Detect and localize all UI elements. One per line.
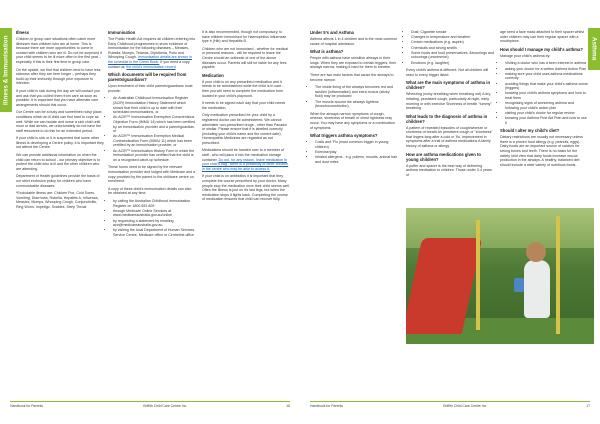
photo-inhaler xyxy=(514,278,524,292)
photo-child xyxy=(524,260,550,318)
list-item: • The muscle around the airways tightens (bronchoconstriction). xyxy=(315,100,398,109)
paragraph: These forms need to be signed by the relevant immunisation provider and lodged with Medicare and a copy provided by the parent to the childcare centre on enrolment. xyxy=(108,165,196,184)
paragraph: If your child is on antibiotics it is important that they complete the course prescribed by your doctor. Many people stop the medication once their child seems well. Often the illness is just on it's last legs, but when the medication stops it fights back. Completing the course of medication ensures that child can recover fully. xyxy=(202,174,290,202)
list-item: • An ACIR™ Immunisation Exemption Medical Contraindication Form (IMMU 11) which has been certified by an immunisation provider, or xyxy=(113,134,196,148)
paragraph: Upon enrolment of their child parents/guardians must provide: xyxy=(108,84,193,93)
list-item: • Dust; Cigarette smoke xyxy=(411,30,494,35)
list-item: • Emotions (e.g. laughter) xyxy=(411,61,494,66)
list-item: • Certain medications (e.g. aspirin) xyxy=(411,40,494,45)
left-column-2 xyxy=(108,30,196,241)
left-column-1 xyxy=(16,30,104,213)
paragraph: Children who are not immunised - whether for medical or personal reasons - will be required to leave the Centre should an outbreak of one of the above diseases occur. Parents will still be liable for any fees payable. xyxy=(202,46,289,70)
heading-under-5-asthma: Under 5's and Asthma xyxy=(310,30,354,35)
list-item: • recognising signs of worsening asthma and following your child's action plan xyxy=(505,101,588,110)
paragraph: When the airways narrow, symptoms of cough, wheeze, shortness of breath or chest tightness may occur. You may have any symptoms or a combination of symptoms. xyxy=(310,111,395,130)
page-footer xyxy=(310,401,590,408)
footer-title: Handbook for Parents xyxy=(310,404,343,408)
heading-documents: Which documents will be required from parents/guardians? xyxy=(108,72,187,83)
paragraph: Department of Health guidelines provide the basis of our strict exclusion policy for children who have communicable diseases. xyxy=(16,174,100,188)
section-tab-illness-immunisation: Illness & Immunisation xyxy=(0,28,12,112)
paragraph-text: If you need a copy contact us. xyxy=(108,59,190,69)
paragraph: If your child is sick during the day we will contact you and ask that you collect them from care as soon as possible. It is important that you have alternate care arrangements should this occur. xyxy=(16,88,100,107)
list-item: • Visiting a doctor who has a keen interest in asthma xyxy=(505,61,588,66)
documents-list xyxy=(108,96,196,162)
list-item: • Changes in temperature and weather xyxy=(411,35,494,40)
paragraph: Wheezing (noisy breathing when breathing out) A dry, irritating, persistent cough, particularly at night, early morning or with exercise Shortness of breath "tummy" breathing xyxy=(406,92,492,111)
causes-list xyxy=(310,85,398,109)
paragraph: On the upside, we find that children tend to have less sickness after they are here longer – perhaps they build up their immunity through prior exposure to infection. xyxy=(16,67,101,86)
paragraph: Children in group care situations often catch more illnesses than children who are at home. This is because there are more opportunities to come in contact with children who are ill. Do not be surprised if your child seems to be ill more often in the first year – especially if this is their first time in group care. xyxy=(16,37,102,64)
triggers-list xyxy=(310,140,398,164)
paragraph xyxy=(108,37,196,69)
paragraph: If your child is sick or it is suspected that some other illness is developing a Centre policy, it is important they not attend the Centre. xyxy=(16,136,104,150)
child-playground-photo xyxy=(406,208,594,344)
list-item: • by requesting a statement by emailing acir@medicareaustralia.gov.au xyxy=(113,219,196,228)
list-item: • through Medicare Online Services at www.medicareaustralia.gov.au/online xyxy=(113,209,196,218)
list-item: • making sure your child uses asthma medications correctly xyxy=(505,72,588,81)
list-item: • Chemicals and strong smells xyxy=(411,46,494,51)
obtain-details-list xyxy=(108,199,196,238)
footer-org: Griffith Child Care Centre Inc xyxy=(442,404,487,408)
list-item: • knowing your child's asthma symptoms and how to treat them xyxy=(505,91,588,100)
section-tab-asthma: Asthma xyxy=(588,28,600,70)
paragraph: People with asthma have sensitive airways in their lungs. When they are exposed to certain triggers, their airways narrow, making it hard for them to breathe. xyxy=(310,56,397,70)
manage-list xyxy=(500,61,588,125)
heading-symptoms: What are the main symptoms of asthma in children? xyxy=(406,80,490,91)
paragraph: It needs to be signed each day that your child needs the medication. xyxy=(202,101,286,110)
paragraph-text: The Public Health Act requires all children entering into Early Childhood programmes to show evidence of Immunisation for the following diseases – Measles, Rubella, Mumps, Tetanus, Diphtheria, Polio and Whooping Cough. xyxy=(108,37,196,60)
paragraph: A pattern of repeated episodes of cough/wheeze or shortness of breath An persistent cough or "shortness" that lingers long after a cold or 'flu. Improvement in symptoms after a trial of asthma medications A family history of asthma or allergy xyxy=(406,125,493,149)
left-column-3 xyxy=(202,30,290,205)
list-item: • An ACIR™ Immunisation History Form in which the immunisation provider has certified that the child is on a recognised catch-up schedule. xyxy=(113,149,196,163)
right-column-2 xyxy=(406,30,494,180)
right-column-3 xyxy=(500,30,588,170)
paragraph: Every child's asthma is different. Not all children will react to every trigger listed. xyxy=(406,68,489,77)
list-item: • Some foods and food preservatives, flavourings and colourings (uncommon) xyxy=(411,51,494,60)
photo-child-head xyxy=(526,242,546,262)
page-number: 16 xyxy=(286,404,290,408)
paragraph: A puffer and spacer is the best way of delivering asthma medication to children. Those under 3-4 years of xyxy=(406,163,492,177)
immunisation-link[interactable]: Immunisation details are shown in the schedule in the Green Book. xyxy=(108,55,192,64)
list-item: • The inside lining of the airways becomes red and swollen (inflammation) and extra mucus (sticky fluid) may be produced xyxy=(315,85,398,99)
paragraph: age need a face mask attached to their spacer whilst older children may use their regular spacer with a mouthpiece. xyxy=(500,30,584,44)
paragraph: Dietary restrictions are usually not necessary unless there is a proven food allergy (e.g. peanuts, eggs). Dairy foods are an important source of calcium for strong bones and teeth. There is no basis for the widely held view that dairy foods increase mucus production in the airways. A healthy, balanced diet should include a wide variety of nutritious foods. xyxy=(500,135,583,167)
list-item: • by calling the Australian Childhood Immunisation Register on 1800 653 809 xyxy=(113,199,196,208)
heading-immunisation: Immunisation xyxy=(108,30,136,35)
paragraph: Asthma affects 1 in 4 children and is the most common cause of hospital admission. xyxy=(310,37,398,46)
heading-manage-asthma: How should I manage my child's asthma? xyxy=(500,46,583,52)
page-footer xyxy=(10,401,290,408)
list-item: • An ACIR™ Immunisation Exemption Conscientious Objection Form (IMMU 14) which has been certified by an immunisation provider and a parent/guardian, or xyxy=(113,115,196,133)
paragraph xyxy=(202,148,290,171)
heading-what-is-asthma: What is asthma? xyxy=(310,49,344,55)
paragraph-text: Medications should be handed over to a member of staff - who will place it into the medication storage container. xyxy=(202,148,284,162)
list-item: • An Australian Childhood Immunisation Register (ACIR) Immunisation History Statement which shows that their child is up to date with their scheduled immunisations, or xyxy=(113,96,196,114)
page-number: 17 xyxy=(586,404,590,408)
paragraph: Our Centre can be a busy and sometimes noisy place, conditions which an ill child can find hard to cope as well. While we can isolate and nurse a sick child until mum or dad arrives, we unfortunately do not have the staff resources to do this for an extended period. xyxy=(16,110,103,133)
list-item: • by visiting the local Department of Human Services Service Centre, Medicare office or Centrelink office xyxy=(113,228,196,237)
heading-diet: Should I alter my child's diet? xyxy=(500,128,560,134)
paragraph: There are two main factors that cause the airways to become narrow: xyxy=(310,72,394,82)
immunisation-record-link[interactable]: the child's immunisation record xyxy=(126,64,176,69)
footer-title: Handbook for Parents xyxy=(10,404,43,408)
heading-illness: Illness xyxy=(16,30,30,35)
heading-medications: How are asthma medications given to young children? xyxy=(406,151,481,162)
photo-frame-post xyxy=(476,220,480,330)
paragraph: It is also recommended, though not compulsory, to have children immunised for Haemophilus influenzae type b (Hib) and Hepatitis B. xyxy=(202,30,287,44)
paragraph: A copy of these child's immunisation details can also be obtained at any time: xyxy=(108,186,192,196)
paragraph: *Excludable illness are: Chicken Pox, Cold Sores, Vomiting, Diarrhoea, Rubella, Hepatitis A, Influenza, Measles, Mumps, Whooping Cough, Conjunctivitis, Ring Worm, Impetigo, Scabies, Strep Throat xyxy=(16,191,99,209)
list-item: • Colds and 'Flu (most common trigger in young children) xyxy=(315,140,398,149)
paragraph: Manage your child's asthma by: xyxy=(500,53,551,58)
right-column-1 xyxy=(310,30,398,167)
photo-frame-post xyxy=(556,216,560,334)
list-item: • Inhaled allergens - e.g. pollens, moulds, animal hair and dust mites xyxy=(315,155,398,164)
right-page xyxy=(300,0,600,424)
heading-medication: Medication xyxy=(202,72,224,78)
paragraph: Only medication prescribed for your child by a registered doctor can be administered. We cannot administer non-prescribed drugs - other than Panadol or similar. Please ensure that it is labelled correctly (including your child's name and the current date). Homeopathic Medicines are regarded as not prescribed. xyxy=(202,113,288,145)
medication-warning-link[interactable]: Do not, for any reason, leave medication in your child's bag - there is a possibility of other children in the centre who may be able to access it. xyxy=(202,157,289,171)
footer-org: Griffith Child Care Centre Inc xyxy=(142,404,187,408)
list-item: • visiting your child's doctor for regular review xyxy=(505,111,588,116)
heading-diagnosis: What leads to the diagnosis of asthma in children? xyxy=(406,113,488,124)
paragraph: We can provide additional information on when the child can return to school - our primary objective is to protect the child who is ill and the other children who are attending. xyxy=(16,153,101,171)
paragraph: If your child is on any prescribed medication and it needs to be administered while the child is in care - then you will need to complete the medication form located in your child's playroom. xyxy=(202,79,284,98)
list-item: • avoiding things that make your child's asthma worse (triggers) xyxy=(505,82,588,91)
list-item: • Exercise/play xyxy=(315,150,398,155)
triggers-list-continued xyxy=(406,30,494,65)
list-item: • knowing your Asthma First Aid Plan and how to use it xyxy=(505,116,588,125)
list-item: • asking your doctor for a written Asthma Action Plan xyxy=(505,67,588,72)
heading-triggers: What triggers asthma symptoms? xyxy=(310,133,378,139)
